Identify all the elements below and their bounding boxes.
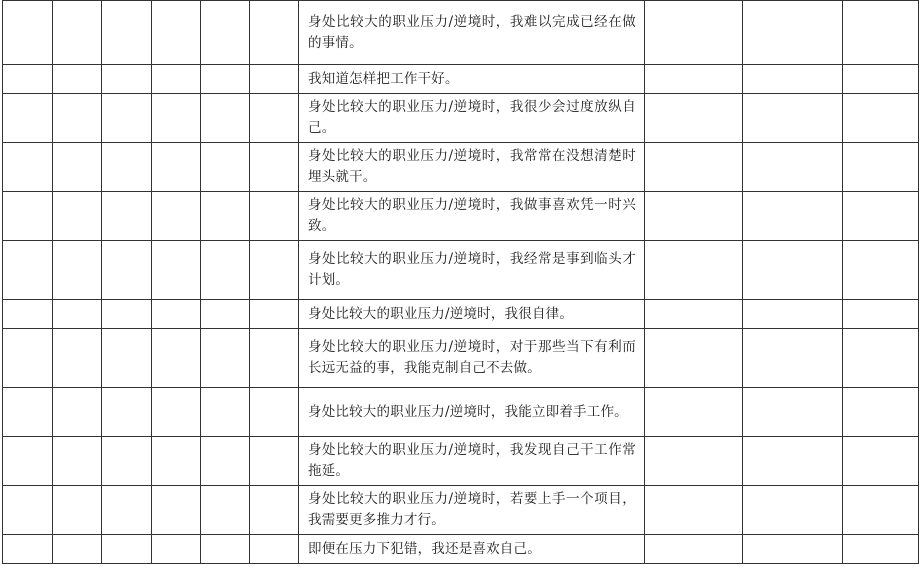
- rating-cell: [53, 486, 102, 535]
- rating-cell: [152, 437, 201, 486]
- rating-cell: [53, 192, 102, 241]
- rating-cell: [201, 535, 250, 564]
- rating-cell: [743, 143, 843, 192]
- rating-cell: [152, 300, 201, 329]
- rating-cell: [201, 486, 250, 535]
- rating-cell: [743, 241, 843, 300]
- table-row: [3, 241, 919, 300]
- table-row: [3, 486, 919, 535]
- table-row: [3, 94, 919, 143]
- rating-cell: [843, 388, 919, 437]
- rating-cell: [201, 65, 250, 94]
- rating-cell: [250, 94, 299, 143]
- rating-cell: [152, 65, 201, 94]
- rating-cell: [743, 65, 843, 94]
- rating-cell: [152, 535, 201, 564]
- rating-cell: [743, 486, 843, 535]
- rating-cell: [53, 65, 102, 94]
- rating-cell: [102, 329, 152, 388]
- rating-cell: [843, 192, 919, 241]
- rating-cell: [843, 65, 919, 94]
- rating-cell: [102, 1, 152, 65]
- rating-cell: [743, 437, 843, 486]
- rating-cell: [152, 143, 201, 192]
- rating-cell: [645, 535, 743, 564]
- rating-cell: [843, 241, 919, 300]
- questionnaire-table: [2, 0, 919, 564]
- rating-cell: [201, 329, 250, 388]
- rating-cell: [53, 1, 102, 65]
- table-row: [3, 329, 919, 388]
- item-text: 身处比较大的职业压力/逆境时，我很少会过度放纵自己。: [299, 94, 645, 143]
- rating-cell: [645, 300, 743, 329]
- rating-cell: [152, 192, 201, 241]
- item-text: 身处比较大的职业压力/逆境时，我能立即着手工作。: [299, 388, 645, 437]
- item-text: 即便在压力下犯错，我还是喜欢自己。: [299, 535, 645, 564]
- rating-cell: [3, 486, 53, 535]
- rating-cell: [3, 143, 53, 192]
- rating-cell: [250, 486, 299, 535]
- table-row: [3, 143, 919, 192]
- item-text: 身处比较大的职业压力/逆境时，对于那些当下有利而长远无益的事，我能克制自己不去做。: [299, 329, 645, 388]
- rating-cell: [743, 192, 843, 241]
- rating-cell: [53, 535, 102, 564]
- rating-cell: [53, 143, 102, 192]
- rating-cell: [102, 192, 152, 241]
- rating-cell: [152, 486, 201, 535]
- rating-cell: [743, 300, 843, 329]
- rating-cell: [843, 329, 919, 388]
- rating-cell: [201, 192, 250, 241]
- rating-cell: [250, 388, 299, 437]
- rating-cell: [102, 388, 152, 437]
- rating-cell: [201, 94, 250, 143]
- rating-cell: [102, 241, 152, 300]
- item-text: 身处比较大的职业压力/逆境时，我经常是事到临头才计划。: [299, 241, 645, 300]
- rating-cell: [201, 1, 250, 65]
- table-row: [3, 1, 919, 65]
- rating-cell: [102, 143, 152, 192]
- rating-cell: [201, 388, 250, 437]
- rating-cell: [53, 329, 102, 388]
- rating-cell: [3, 241, 53, 300]
- table-body: [3, 1, 919, 564]
- rating-cell: [102, 300, 152, 329]
- rating-cell: [843, 94, 919, 143]
- rating-cell: [645, 486, 743, 535]
- rating-cell: [843, 486, 919, 535]
- rating-cell: [3, 192, 53, 241]
- rating-cell: [3, 65, 53, 94]
- rating-cell: [250, 192, 299, 241]
- rating-cell: [250, 1, 299, 65]
- rating-cell: [743, 1, 843, 65]
- rating-cell: [53, 437, 102, 486]
- rating-cell: [645, 192, 743, 241]
- rating-cell: [743, 535, 843, 564]
- table-row: [3, 300, 919, 329]
- rating-cell: [201, 143, 250, 192]
- item-text: 身处比较大的职业压力/逆境时，我发现自己干工作常拖延。: [299, 437, 645, 486]
- rating-cell: [250, 241, 299, 300]
- rating-cell: [645, 241, 743, 300]
- rating-cell: [102, 535, 152, 564]
- table-row: [3, 535, 919, 564]
- rating-cell: [3, 388, 53, 437]
- rating-cell: [645, 1, 743, 65]
- table-row: [3, 192, 919, 241]
- rating-cell: [3, 1, 53, 65]
- rating-cell: [843, 1, 919, 65]
- rating-cell: [102, 65, 152, 94]
- rating-cell: [3, 535, 53, 564]
- rating-cell: [102, 437, 152, 486]
- rating-cell: [743, 94, 843, 143]
- rating-cell: [645, 437, 743, 486]
- rating-cell: [201, 437, 250, 486]
- item-text: 身处比较大的职业压力/逆境时，我难以完成已经在做的事情。: [299, 1, 645, 65]
- rating-cell: [250, 437, 299, 486]
- rating-cell: [3, 329, 53, 388]
- item-text: 身处比较大的职业压力/逆境时，若要上手一个项目，我需要更多推力才行。: [299, 486, 645, 535]
- rating-cell: [152, 1, 201, 65]
- rating-cell: [645, 388, 743, 437]
- rating-cell: [843, 300, 919, 329]
- rating-cell: [743, 329, 843, 388]
- rating-cell: [645, 143, 743, 192]
- rating-cell: [152, 388, 201, 437]
- rating-cell: [102, 486, 152, 535]
- rating-cell: [102, 94, 152, 143]
- table-row: [3, 437, 919, 486]
- rating-cell: [250, 300, 299, 329]
- rating-cell: [3, 300, 53, 329]
- table-row: [3, 65, 919, 94]
- item-text: 身处比较大的职业压力/逆境时，我很自律。: [299, 300, 645, 329]
- rating-cell: [53, 241, 102, 300]
- rating-cell: [843, 437, 919, 486]
- rating-cell: [843, 143, 919, 192]
- rating-cell: [645, 65, 743, 94]
- rating-cell: [53, 94, 102, 143]
- table-row: [3, 388, 919, 437]
- rating-cell: [250, 329, 299, 388]
- rating-cell: [152, 329, 201, 388]
- rating-cell: [3, 94, 53, 143]
- item-text: 我知道怎样把工作干好。: [299, 65, 645, 94]
- rating-cell: [201, 300, 250, 329]
- rating-cell: [3, 437, 53, 486]
- item-text: 身处比较大的职业压力/逆境时，我常常在没想清楚时埋头就干。: [299, 143, 645, 192]
- rating-cell: [152, 94, 201, 143]
- item-text: 身处比较大的职业压力/逆境时，我做事喜欢凭一时兴致。: [299, 192, 645, 241]
- rating-cell: [743, 388, 843, 437]
- rating-cell: [645, 329, 743, 388]
- rating-cell: [201, 241, 250, 300]
- rating-cell: [645, 94, 743, 143]
- rating-cell: [152, 241, 201, 300]
- rating-cell: [250, 143, 299, 192]
- rating-cell: [53, 388, 102, 437]
- rating-cell: [843, 535, 919, 564]
- rating-cell: [53, 300, 102, 329]
- rating-cell: [250, 65, 299, 94]
- rating-cell: [250, 535, 299, 564]
